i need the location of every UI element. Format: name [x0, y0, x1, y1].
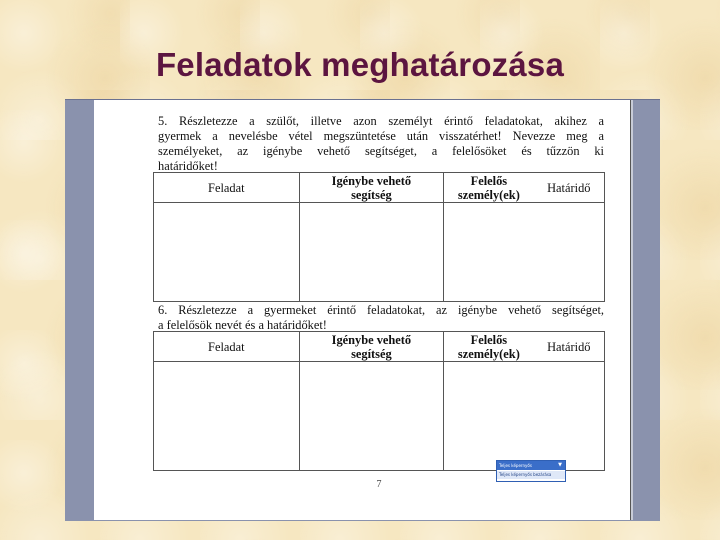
column-header-task: Feladat [154, 332, 300, 362]
fullscreen-view-control[interactable] [496, 460, 566, 482]
section-5-line: gyermek a nevelésbe vétel megszüntetése után visszatérhet! Nevezze meg a [158, 129, 604, 143]
fullscreen-view-select-label: Teljes képernyős [499, 463, 532, 468]
table-row [154, 362, 605, 471]
column-header-responsible [444, 173, 534, 203]
column-header-responsible-line: Felelős [470, 173, 508, 188]
page-number: 7 [376, 479, 382, 490]
table-cell[interactable] [534, 203, 605, 302]
section-5-table [153, 172, 605, 302]
section-6-text [158, 303, 604, 333]
table-header-row [154, 332, 605, 362]
column-header-responsible-line: személy(ek) [457, 187, 520, 202]
column-header-responsible-line: Felelős [470, 332, 508, 347]
table-cell[interactable] [299, 203, 444, 302]
column-header-deadline: Határidő [534, 332, 605, 362]
column-header-task: Feladat [154, 173, 300, 203]
section-6-table [153, 331, 605, 471]
column-header-help-line: Igénybe vehető [331, 173, 412, 188]
column-header-help [299, 332, 444, 362]
slide-title: Feladatok meghatározása [155, 46, 565, 83]
section-6-line: 6. Részletezze a gyermeket érintő feladatokat, az igénybe vehető segítséget, [158, 303, 604, 317]
table-cell[interactable] [154, 362, 300, 471]
table-cell[interactable] [444, 362, 534, 471]
column-header-help-line: segítség [351, 346, 392, 361]
section-5-text [158, 114, 604, 174]
close-fullscreen-option[interactable]: Teljes képernyős bezárása [497, 471, 565, 479]
table-cell[interactable] [534, 362, 605, 471]
column-header-help [299, 173, 444, 203]
section-5-line: határidőket! [158, 159, 218, 173]
document-page[interactable] [94, 100, 630, 520]
column-header-responsible [444, 332, 534, 362]
column-header-help-line: Igénybe vehető [331, 332, 412, 347]
table-row [154, 203, 605, 302]
table-header-row [154, 173, 605, 203]
section-6-line: a felelősök nevét és a határidőket! [158, 318, 327, 332]
table-cell[interactable] [299, 362, 444, 471]
column-header-responsible-line: személy(ek) [457, 346, 520, 361]
column-header-help-line: segítség [351, 187, 392, 202]
table-cell[interactable] [444, 203, 534, 302]
column-header-deadline: Határidő [534, 173, 605, 203]
fullscreen-view-select[interactable] [497, 461, 565, 470]
chevron-down-icon: ▼ [558, 462, 562, 468]
section-5-line: személyeket, az igénybe vehető segítséget, a felelősöket és tűzzön ki [158, 144, 604, 158]
table-cell[interactable] [154, 203, 300, 302]
section-5-line: 5. Részletezze a szülőt, illetve azon személyt érintő feladatokat, akihez a [158, 114, 604, 128]
